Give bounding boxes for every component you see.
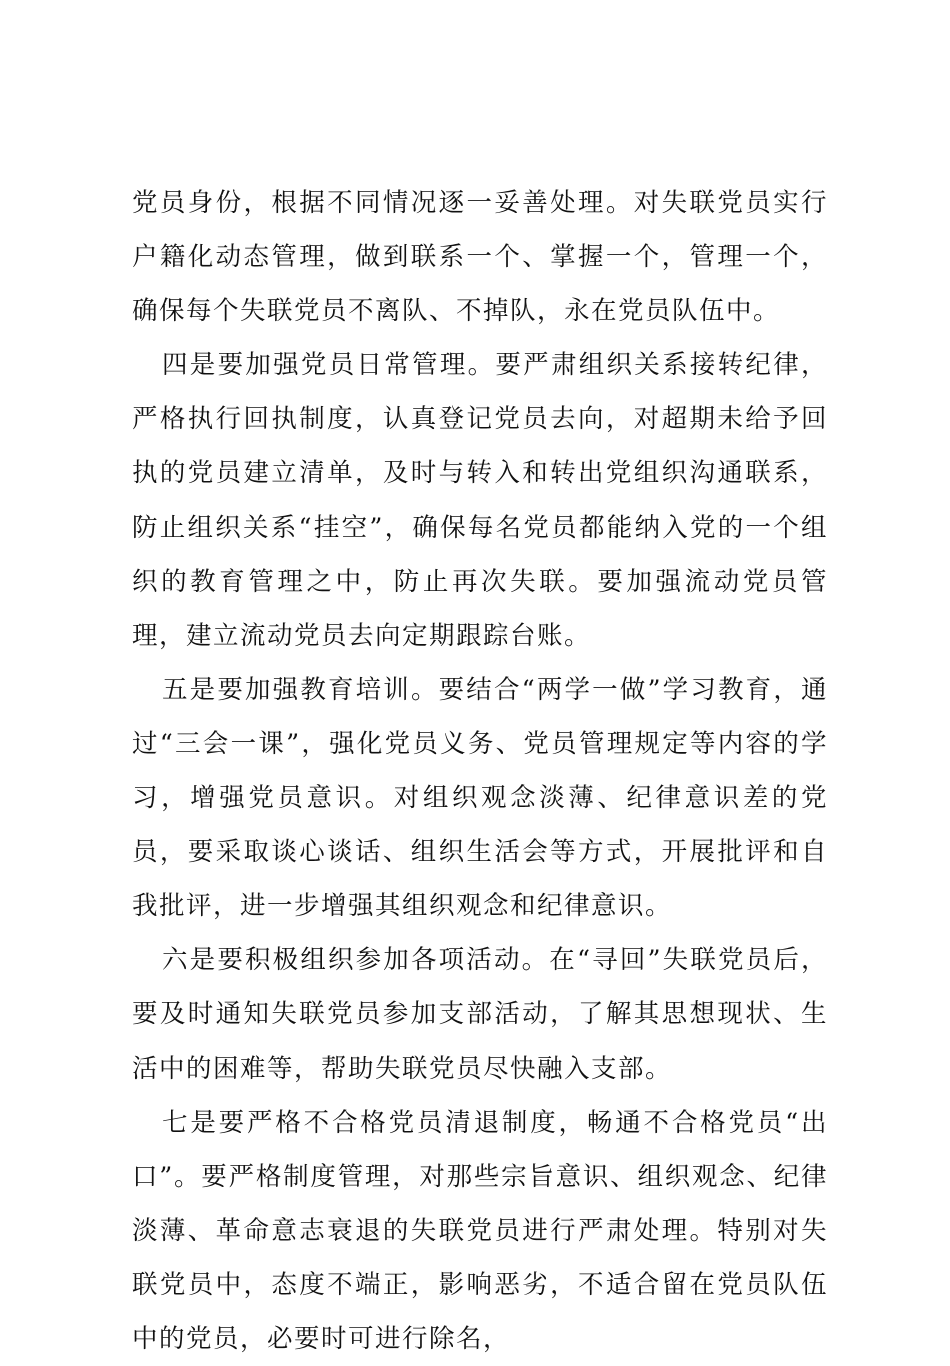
paragraph-item-five: 五是要加强教育培训。要结合“两学一做”学习教育，通过“三会一课”，强化党员义务、党员管理规定等内容的学习，增强党员意识。对组织观念淡薄、纪律意识差的党员，要采取谈心谈话、组织生活会等方式，开展批评和自我批评，进一步增强其组织观念和纪律意识。 xyxy=(132,674,828,922)
paragraph-continuation: 党员身份，根据不同情况逐一妥善处理。对失联党员实行户籍化动态管理，做到联系一个、掌握一个，管理一个，确保每个失联党员不离队、不掉队，永在党员队伍中。 xyxy=(132,188,828,327)
paragraph-item-four: 四是要加强党员日常管理。要严肃组织关系接转纪律，严格执行回执制度，认真登记党员去向，对超期未给予回执的党员建立清单，及时与转入和转出党组织沟通联系，防止组织关系“挂空”，确保每名党员都能纳入党的一个组织的教育管理之中，防止再次失联。要加强流动党员管理，建立流动党员去向定期跟踪台账。 xyxy=(132,350,828,651)
paragraph-item-six: 六是要积极组织参加各项活动。在“寻回”失联党员后，要及时通知失联党员参加支部活动，了解其思想现状、生活中的困难等，帮助失联党员尽快融入支部。 xyxy=(132,945,828,1084)
paragraph-item-seven: 七是要严格不合格党员清退制度，畅通不合格党员“出口”。要严格制度管理，对那些宗旨意识、组织观念、纪律淡薄、革命意志衰退的失联党员进行严肃处理。特别对失联党员中，态度不端正，影响恶劣，不适合留在党员队伍中的党员，必要时可进行除名， xyxy=(132,1107,828,1354)
document-body xyxy=(132,176,828,1366)
